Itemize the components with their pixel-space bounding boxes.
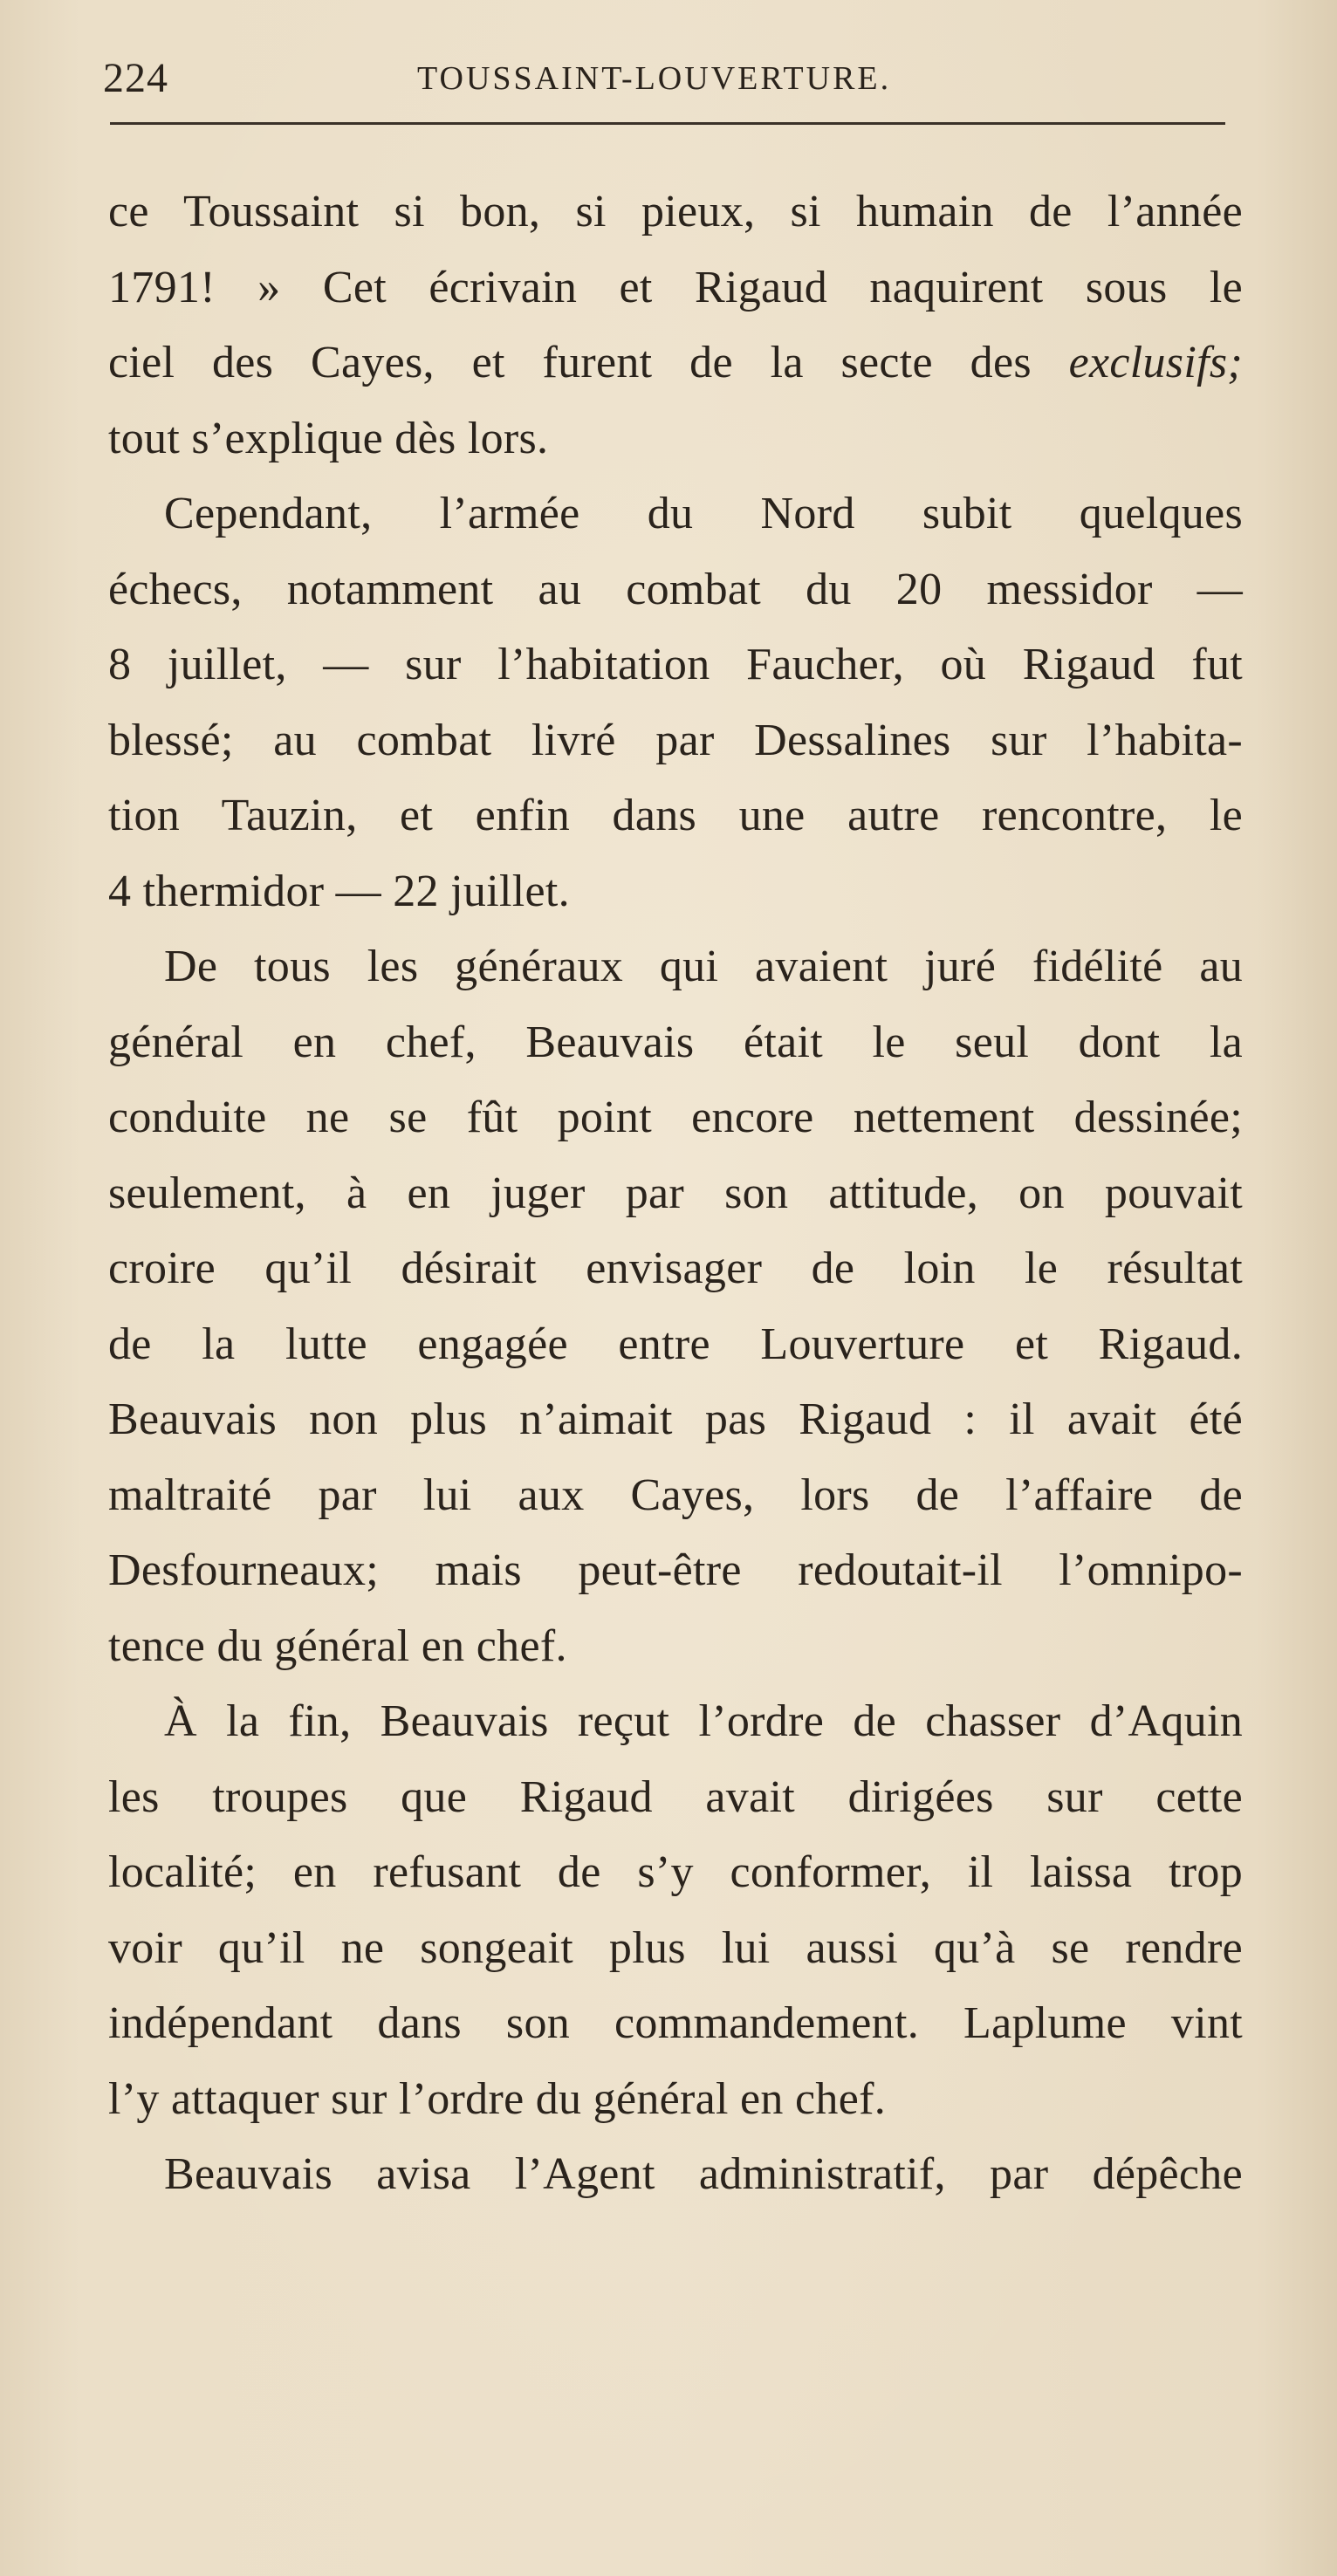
text-line-content: 4 thermidor — 22 juillet.	[108, 866, 570, 916]
text-line	[108, 1760, 1243, 1836]
italic-word: exclusifs;	[1068, 338, 1243, 387]
text-line	[108, 401, 1243, 477]
text-line-content: les troupes que Rigaud avait dirigées sur cette	[108, 1771, 1243, 1822]
text-line	[108, 1533, 1243, 1609]
text-line	[108, 476, 1243, 552]
running-title: TOUSSAINT-LOUVERTURE.	[417, 60, 892, 97]
text-line	[108, 1307, 1243, 1383]
text-line-content: tout s’explique dès lors.	[108, 413, 549, 463]
text-line	[108, 703, 1243, 779]
body-text	[108, 175, 1243, 2213]
text-line-content: tence du général en chef.	[108, 1620, 567, 1671]
text-line	[108, 929, 1243, 1005]
text-line	[108, 1156, 1243, 1232]
text-line	[108, 325, 1243, 401]
text-line-content: À la fin, Beauvais reçut l’ordre de chasser d’Aquin	[164, 1696, 1243, 1746]
text-line-content: Beauvais avisa l’Agent administratif, par dépêche	[164, 2149, 1243, 2199]
text-line	[108, 627, 1243, 703]
text-line-content: 8 juillet, — sur l’habitation Faucher, où Rigaud fut	[108, 640, 1243, 689]
text-line-content: localité; en refusant de s’y conformer, il laissa trop	[108, 1847, 1243, 1897]
text-line	[108, 778, 1243, 854]
text-line-content: ce Toussaint si bon, si pieux, si humain de l’année	[108, 187, 1243, 236]
text-line-content: tion Tauzin, et enfin dans une autre rencontre, le	[108, 791, 1243, 840]
text-line	[108, 1005, 1243, 1081]
text-line	[108, 1458, 1243, 1534]
text-line	[108, 1684, 1243, 1760]
text-line	[108, 1986, 1243, 2062]
text-line-content: voir qu’il ne songeait plus lui aussi qu’à se rendre	[108, 1922, 1243, 1973]
text-line-content: croire qu’il désirait envisager de loin le résultat	[108, 1243, 1243, 1293]
text-line	[108, 552, 1243, 628]
text-line-content: seulement, à en juger par son attitude, on pouvait	[108, 1168, 1243, 1218]
text-line	[108, 2062, 1243, 2138]
text-line-content: Desfourneaux; mais peut-être redoutait-il l’omnipo-	[108, 1545, 1243, 1595]
text-line-content: Beauvais non plus n’aimait pas Rigaud : il avait été	[108, 1394, 1243, 1444]
text-line	[108, 854, 1243, 930]
text-line-content: conduite ne se fût point encore nettement dessinée;	[108, 1093, 1243, 1142]
text-line-content: ciel des Cayes, et furent de la secte des	[108, 338, 1032, 387]
text-line-content: l’y attaquer sur l’ordre du général en chef.	[108, 2073, 887, 2124]
text-line	[108, 1835, 1243, 1911]
text-line-content: Cependant, l’armée du Nord subit quelques	[164, 489, 1243, 538]
text-line	[108, 1231, 1243, 1307]
header-rule	[110, 122, 1225, 125]
text-line-content: indépendant dans son commandement. Laplume vint	[108, 1998, 1243, 2048]
text-line-content: blessé; au combat livré par Dessalines sur l’habita-	[108, 715, 1243, 765]
page-number: 224	[103, 55, 168, 101]
page-header	[103, 54, 1229, 106]
text-line	[108, 2137, 1243, 2213]
text-line	[108, 175, 1243, 250]
text-line-content: De tous les généraux qui avaient juré fidélité au	[164, 942, 1243, 991]
text-line	[108, 1382, 1243, 1458]
text-line	[108, 250, 1243, 326]
text-line	[108, 1911, 1243, 1987]
text-line-content: 1791! » Cet écrivain et Rigaud naquirent sous le	[108, 262, 1243, 312]
text-line-content: échecs, notamment au combat du 20 messidor —	[108, 564, 1243, 614]
text-line-content: maltraité par lui aux Cayes, lors de l’affaire de	[108, 1470, 1243, 1520]
text-line	[108, 1609, 1243, 1685]
text-line-content: de la lutte engagée entre Louverture et Rigaud.	[108, 1319, 1243, 1369]
text-line-content: général en chef, Beauvais était le seul dont la	[108, 1017, 1243, 1067]
text-line	[108, 1080, 1243, 1156]
